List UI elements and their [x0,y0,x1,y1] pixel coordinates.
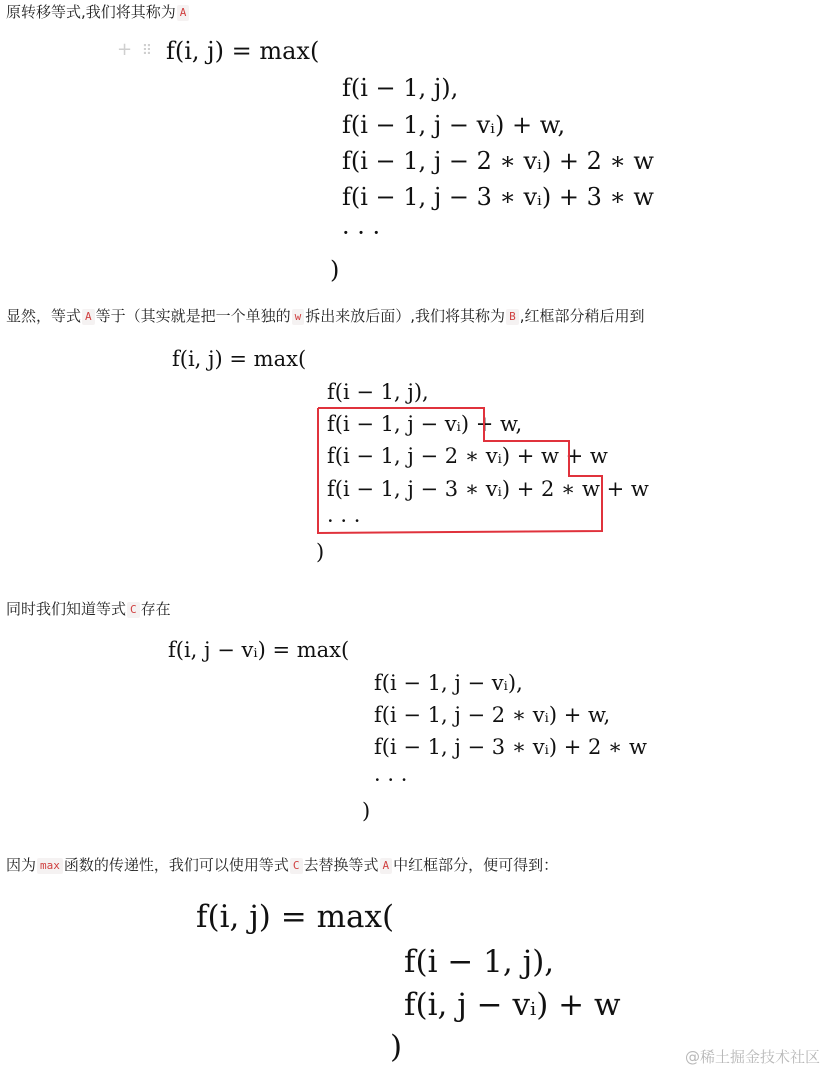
equation-b-line-5: · · · [327,509,361,533]
paragraph-text: ,红框部分稍后用到 [519,307,645,325]
equation-b-line-1: f(i − 1, j), [327,380,429,404]
paragraph-text: 函数的传递性，我们可以使用等式 [63,856,289,874]
equation-c-line-3: f(i − 1, j − 3 ∗ vᵢ) + 2 ∗ w [374,735,647,759]
paragraph-text: 因为 [6,856,37,874]
paragraph-4 [6,855,558,875]
equation-a-line-5: · · · [342,219,381,247]
paragraph-text: 原转移等式,我们将其称为 [6,3,176,21]
equation-d-line-1: f(i − 1, j), [404,944,555,980]
inline-code-b: B [506,309,519,325]
inline-code-w: w [292,309,305,325]
drag-handle-icon[interactable]: ⠿ [141,43,153,59]
paragraph-text: 同时我们知道等式 [6,600,127,618]
inline-code-c: C [290,858,303,874]
equation-b-close: ) [316,540,325,564]
equation-b-line-4: f(i − 1, j − 3 ∗ vᵢ) + 2 ∗ w + w [327,477,649,501]
equation-c-head: f(i, j − vᵢ) = max( [168,638,350,662]
inline-code-a: A [380,858,393,874]
equation-c-close: ) [362,799,371,823]
inline-code-a: A [82,309,95,325]
equation-c-line-1: f(i − 1, j − vᵢ), [374,671,523,695]
equation-a-head: f(i, j) = max( [166,37,320,65]
paragraph-text: 拆出来放后面）,我们将其称为 [305,307,506,325]
add-block-icon[interactable]: + [117,39,133,60]
equation-b-line-3: f(i − 1, j − 2 ∗ vᵢ) + w + w [327,444,608,468]
equation-a-line-3: f(i − 1, j − 2 ∗ vᵢ) + 2 ∗ w [342,147,654,175]
inline-code-max: max [37,858,63,874]
equation-c-line-4: · · · [374,768,408,792]
equation-a-line-2: f(i − 1, j − vᵢ) + w, [342,111,566,139]
equation-a-line-1: f(i − 1, j), [342,74,459,102]
paragraph-3 [6,599,171,619]
equation-d-line-2: f(i, j − vᵢ) + w [404,987,621,1023]
watermark: @稀土掘金技术社区 [684,1048,820,1066]
paragraph-text: 去替换等式 [303,856,379,874]
inline-code-c: C [127,602,140,618]
paragraph-text: 显然，等式 [6,307,82,325]
equation-a-line-4: f(i − 1, j − 3 ∗ vᵢ) + 3 ∗ w [342,183,654,211]
equation-a-close: ) [330,256,340,284]
equation-c-line-2: f(i − 1, j − 2 ∗ vᵢ) + w, [374,703,611,727]
equation-d-head: f(i, j) = max( [196,899,395,935]
paragraph-text: 中红框部分，便可得到： [393,856,559,874]
inline-code-a: A [177,5,190,21]
paragraph-text: 等于（其实就是把一个单独的 [95,307,291,325]
equation-b-head: f(i, j) = max( [172,347,307,371]
equation-d-close: ) [390,1029,403,1065]
paragraph-text: 存在 [140,600,171,618]
equation-b-line-2: f(i − 1, j − vᵢ) + w, [327,412,523,436]
